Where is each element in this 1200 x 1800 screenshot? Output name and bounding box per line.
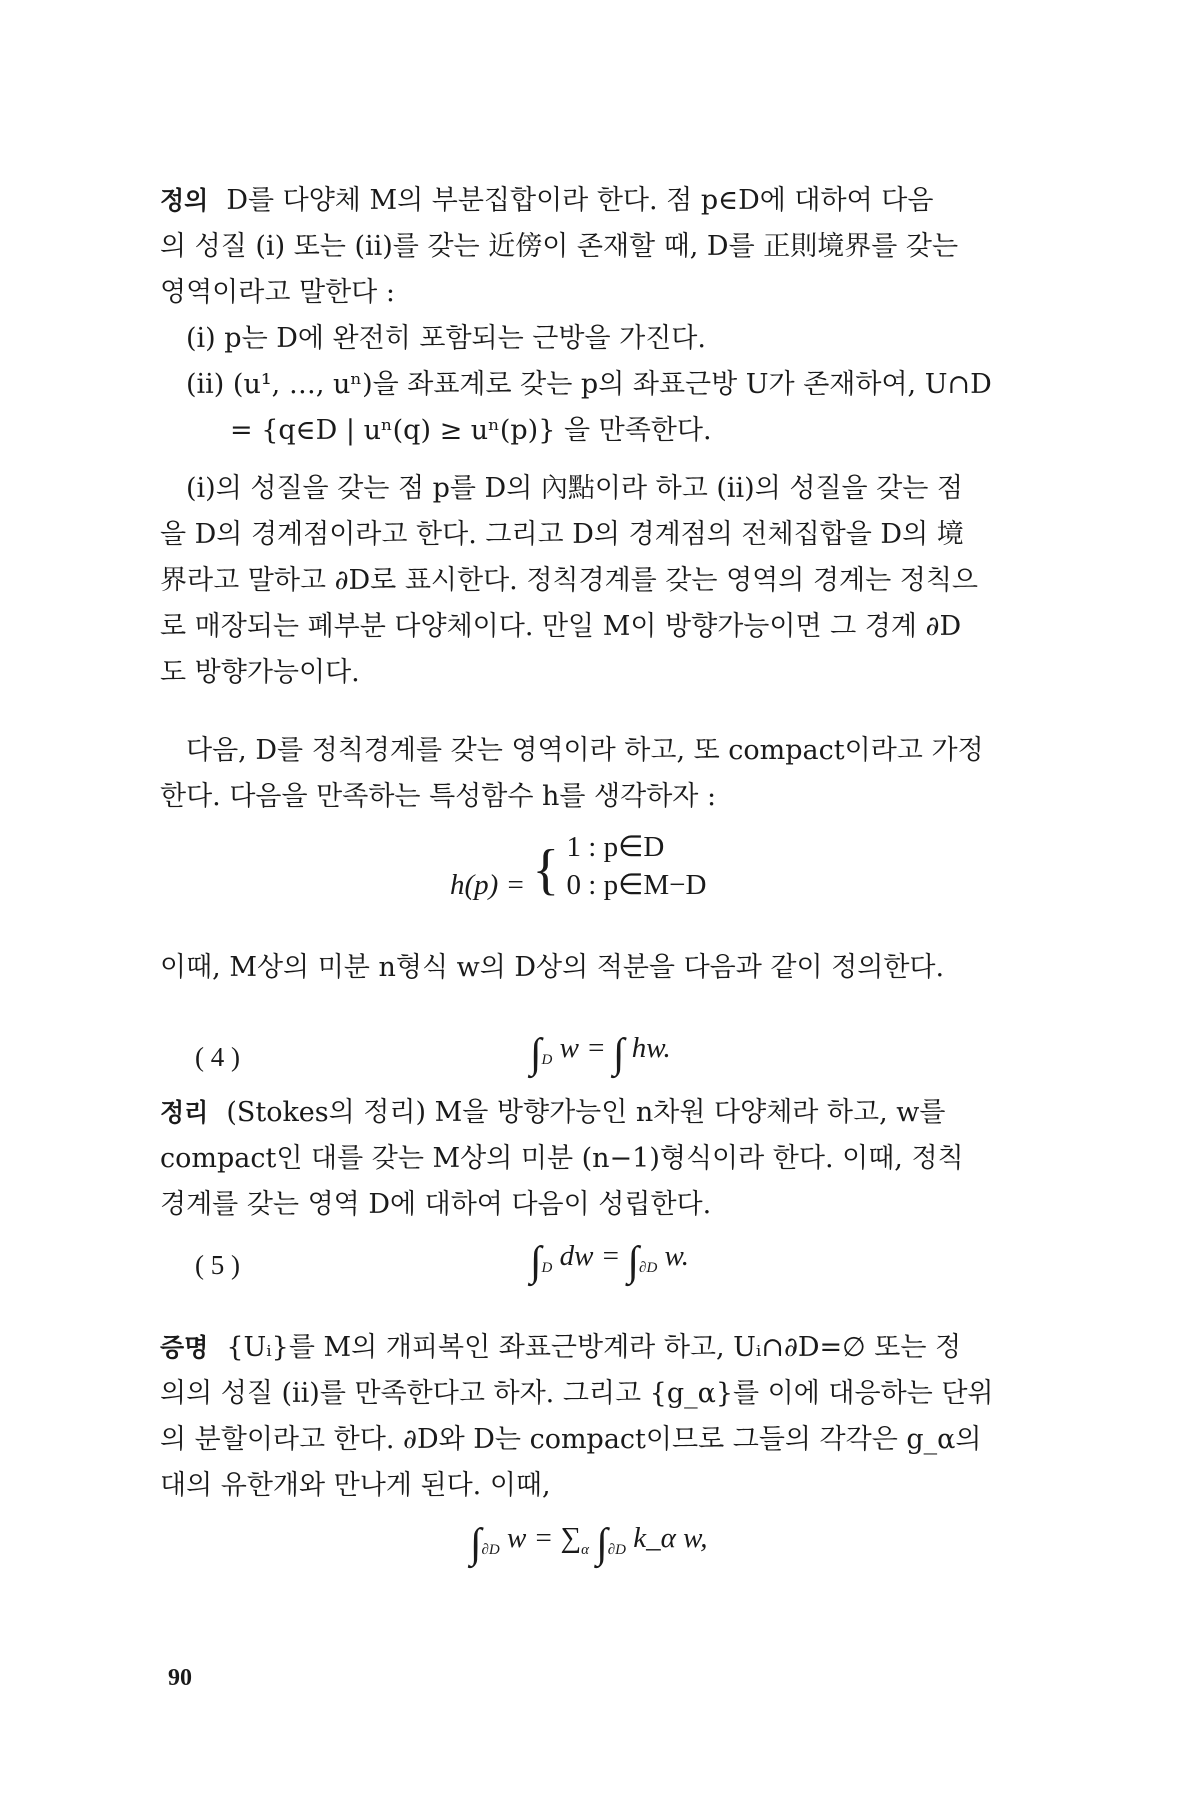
definition-case-i: (i) p는 D에 완전히 포함되는 근방을 가진다. [186, 323, 706, 354]
paragraph-integral-definition [160, 945, 1040, 991]
integral-sign: ∫ [596, 1521, 608, 1567]
equation-5-rhs: w. [664, 1240, 689, 1272]
h-case-2: 0 : p∈M−D [566, 869, 707, 901]
sum-index: α [581, 1541, 589, 1558]
h-case-1: 1 : p∈D [566, 831, 665, 863]
theorem-line: compact인 대를 갖는 M상의 미분 (n−1)형식이라 한다. 이때, 정칙 [160, 1143, 964, 1174]
paragraph-line: 을 D의 경계점이라고 한다. 그리고 D의 경계점의 전체집합을 D의 境 [160, 519, 964, 550]
integral-domain: ∂D [607, 1541, 627, 1558]
equation-number-5: ( 5 ) [195, 1250, 240, 1280]
definition-case-ii-cont: = {q∈D | uⁿ(q) ≥ uⁿ(p)} 을 만족한다. [230, 415, 712, 446]
proof-line: 대의 유한개와 만나게 된다. 이때, [160, 1470, 551, 1501]
page-number: 90 [168, 1665, 192, 1691]
theorem-line: 경계를 갖는 영역 D에 대하여 다음이 성립한다. [160, 1189, 712, 1220]
proof-block [160, 1325, 1040, 1509]
paragraph-interior-boundary [160, 466, 1040, 696]
proof-line: {Uᵢ}를 M의 개피복인 좌표근방계라 하고, Uᵢ∩∂D=∅ 또는 정 [226, 1332, 962, 1363]
definition-line: 의 성질 (i) 또는 (ii)를 갖는 近傍이 존재할 때, D를 正則境界를 갖는 [160, 231, 959, 262]
integral-sign: ∫ [530, 1031, 542, 1077]
definition-line: D를 다양체 M의 부분집합이라 한다. 점 p∈D에 대하여 다음 [226, 185, 934, 216]
proof-label: 증명 [160, 1333, 209, 1362]
left-brace: { [532, 839, 560, 901]
equation-5-lhs: dw = [559, 1240, 621, 1272]
definition-case-ii: (ii) (u¹, …, uⁿ)을 좌표계로 갖는 p의 좌표근방 U가 존재하여, U∩D [186, 369, 992, 400]
integral-sign: ∫ [530, 1239, 542, 1285]
theorem-block [160, 1090, 1040, 1228]
theorem-line: (Stokes의 정리) M을 방향가능인 n차원 다양체라 하고, w를 [226, 1097, 946, 1128]
paragraph-line: 다음, D를 정칙경계를 갖는 영역이라 하고, 또 compact이라고 가정 [186, 735, 984, 766]
proof-line: 의 분할이라고 한다. ∂D와 D는 compact이므로 그들의 각각은 g_α의 [160, 1424, 982, 1455]
equation-6-rhs: k_α w, [633, 1522, 708, 1554]
sum-sign: ∑ [560, 1522, 582, 1554]
equation-5 [530, 1238, 689, 1286]
integral-domain: D [541, 1259, 553, 1276]
equation-4 [530, 1030, 671, 1078]
integral-sign: ∫ [627, 1239, 640, 1285]
paragraph-characteristic-function [160, 728, 1040, 820]
definition-line: 영역이라고 말한다 : [160, 277, 395, 308]
paragraph-line: (i)의 성질을 갖는 점 p를 D의 內點이라 하고 (ii)의 성질을 갖는 점 [186, 473, 964, 504]
theorem-label: 정리 [160, 1098, 209, 1127]
equation-4-lhs: w = [559, 1032, 606, 1064]
integral-domain: ∂D [639, 1259, 658, 1276]
integral-sign: ∫ [470, 1521, 482, 1567]
integral-domain: D [541, 1051, 553, 1068]
h-definition-equation [450, 828, 706, 904]
paragraph-line: 로 매장되는 폐부분 다양체이다. 만일 M이 방향가능이면 그 경계 ∂D [160, 611, 962, 642]
paragraph-line: 한다. 다음을 만족하는 특성함수 h를 생각하자 : [160, 781, 717, 812]
equation-6 [470, 1520, 708, 1568]
paragraph-line: 界라고 말하고 ∂D로 표시한다. 정칙경계를 갖는 영역의 경계는 정칙으 [160, 565, 978, 596]
equation-number-4: ( 4 ) [195, 1042, 240, 1072]
integral-domain: ∂D [481, 1541, 500, 1558]
paragraph-line: 이때, M상의 미분 n형식 w의 D상의 적분을 다음과 같이 정의한다. [160, 952, 945, 983]
h-definition-lhs: h(p) = [450, 869, 526, 901]
equation-6-lhs: w = [507, 1522, 554, 1554]
definition-label: 정의 [160, 186, 209, 215]
integral-sign: ∫ [613, 1031, 625, 1077]
definition-block [160, 178, 1040, 454]
paragraph-line: 도 방향가능이다. [160, 657, 360, 688]
equation-4-rhs: hw. [631, 1032, 671, 1064]
proof-line: 의의 성질 (ii)를 만족한다고 하자. 그리고 {g_α}를 이에 대응하는 단위 [160, 1378, 994, 1409]
